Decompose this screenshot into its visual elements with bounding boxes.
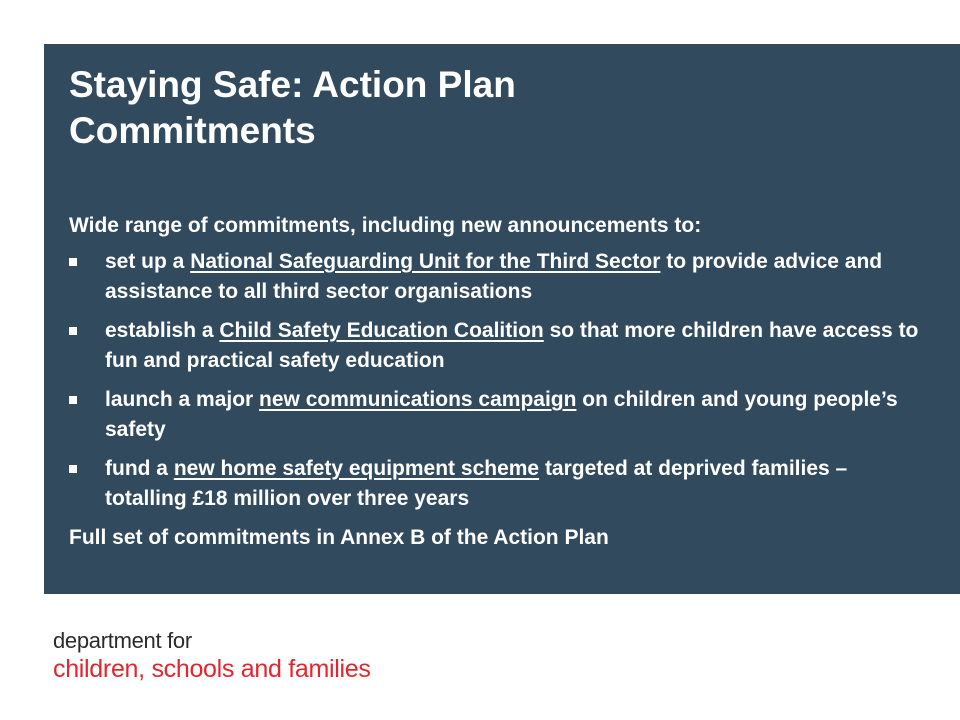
- annex-note: Full set of commitments in Annex B of the Action Plan: [69, 526, 609, 549]
- bullet-text-after: to provide advice and assistance to all third sector organisations: [105, 250, 883, 303]
- bullet-text-after: targeted at deprived families – totalling £18 million over three years: [105, 457, 848, 510]
- title-line-1: Staying Safe: Action Plan: [69, 64, 516, 105]
- square-bullet-icon: [69, 465, 77, 473]
- bullet-underlined-text: Child Safety Education Coalition: [219, 319, 544, 342]
- square-bullet-icon: [69, 396, 77, 404]
- logo-line-2: children, schools and families: [53, 655, 371, 683]
- bullet-text-before: launch a major: [105, 388, 260, 411]
- logo-line-1: department for: [53, 628, 192, 653]
- list-item: [69, 454, 929, 514]
- list-item: [69, 316, 929, 376]
- slide-title: [69, 62, 869, 154]
- list-item: [69, 247, 929, 307]
- list-item: [69, 385, 929, 445]
- title-line-2: Commitments: [69, 110, 316, 151]
- bullet-underlined-text: National Safeguarding Unit for the Third Sector: [190, 250, 661, 273]
- dcsf-logo: [53, 628, 371, 684]
- bullet-text-before: fund a: [105, 457, 174, 480]
- square-bullet-icon: [69, 327, 77, 335]
- slide-body: [69, 211, 929, 553]
- bullet-underlined-text: new home safety equipment scheme: [173, 457, 540, 480]
- bullet-text-after: on children and young people’s safety: [105, 388, 898, 441]
- bullet-underlined-text: new communications campaign: [259, 388, 577, 411]
- square-bullet-icon: [69, 258, 77, 266]
- intro-text: Wide range of commitments, including new announcements to:: [69, 214, 702, 237]
- commitments-list: [69, 247, 929, 514]
- bullet-text-after: so that more children have access to fun and practical safety education: [105, 319, 919, 372]
- bullet-text-before: establish a: [105, 319, 220, 342]
- bullet-text-before: set up a: [105, 250, 191, 273]
